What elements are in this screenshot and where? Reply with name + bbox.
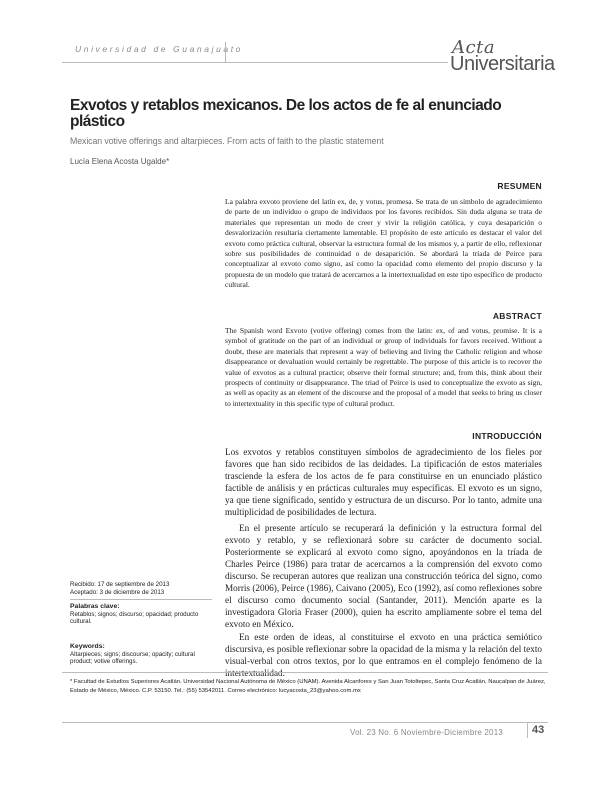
keywords-es-list: Retablos; signos; discurso; opacidad; producto cultural. [70, 610, 199, 626]
resumen-heading: RESUMEN [497, 181, 542, 191]
keywords-es [70, 603, 212, 626]
keywords-es-label: Palabras clave: [70, 603, 120, 610]
header-divider [225, 42, 226, 62]
page-number: 43 [532, 724, 545, 736]
footer-journal-issue: Vol. 23 No. 6 Noviembre-Diciembre 2013 [350, 728, 504, 737]
intro-paragraph-3-text: En este orden de ideas, al constituirse el exvoto en una práctica semiótico discursiva, es posible reflexionar sobre la opacidad de la misma y la relación del texto visual-verbal con otros textos, por lo que entramos en el complejo fenómeno de la intertextualidad. [225, 632, 542, 678]
footer-rule [62, 722, 548, 723]
footnote-rule [62, 672, 548, 673]
header-university: Universidad de Guanajuato [75, 44, 244, 54]
intro-paragraph-1-text: Los exvotos y retablos constituyen símbolos de agradecimiento de los fieles por favores que han sido recibidos de las deidades. La tipificación de estos materiales trasciende la esfera de los actos de fe para constituirse en un enunciado plástico factible de análisis y en prácticas culturales muy específicas. El exvoto es un signo, ya que tiene significado, sentido y estructura de un discurso. Por lo tanto, admite una multiplicidad de posibilidades de lectura. [225, 447, 542, 517]
abstract-heading: ABSTRACT [492, 311, 542, 321]
header-rule [62, 62, 448, 63]
abstract-text: The Spanish word Exvoto (votive offering) comes from the latin: ex, of and votus, promise. It is a symbol of gratitude on the part of an individual or group of individuals for favors received. Without a doubt, these are materials that represent a way of believing and living the Catholic religion and whose disappearance or devaluation would certainly be regrettable. The purpose of this article is to recover the value of exvotos as a cultural practice; observe their formal structure; and, from this, think about their prospects of continuity or disappearance. The triad of Peirce is used to conceptualize the exvoto as sign, as well as opacity as an element of the discourse and the proposal of a model that seeks to bring us closer to intertextuality in this specific type of cultural product. [225, 326, 542, 408]
footer-divider [527, 722, 528, 738]
accepted-date: Aceptado: 3 de diciembre de 2013 [70, 588, 165, 596]
keywords-en-label: Keywords: [70, 643, 105, 650]
received-date: Recibido: 17 de septiembre de 2013 [70, 581, 170, 588]
article-title: Exvotos y retablos mexicanos. De los actos de fe al enunciado plástico [70, 97, 502, 130]
author-footnote: * Facultad de Estudios Superiores Acatlán. Universidad Nacional Autónoma de México (UNAM). Avenida Alcanfores y San Juan Totoltepec, Santa Cruz Acatlán, Naucalpan de Juárez, Estado de México, México. C.P. 53150. Tel.: (55) 53542011. Correo electrónico: lucyacosta_23@yahoo.com.mx [70, 679, 546, 694]
keywords-en [70, 643, 212, 666]
resumen-text: La palabra exvoto proviene del latín ex, de, y votus, promesa. Se trata de un símbolo de agradecimiento de parte de un individuo o grupo de individuos por los favores recibidos. Sin duda alguna se trata de materiales que representan un modo de creer y vivir la religión católica, y cuya desaparición o desvalorización resultaría ciertamente lamentable. El propósito de este artículo es destacar el valor del exvoto como práctica cultural, observar la estructura formal de los mismos y, a partir de ello, reflexionar sobre sus posibilidades de continuidad o de desaparición. Se abordará la tríada de Peirce para conceptualizar al exvoto como signo, así como la opacidad como elemento del propio discurso y la propuesta de un modelo que tratará de acercarnos a la intertextualidad en este tipo específico de producto cultural. [225, 197, 542, 290]
sidebar-rule [70, 599, 212, 600]
intro-paragraph-2 [225, 522, 542, 630]
introduction-heading: INTRODUCCIÓN [472, 431, 542, 441]
article-subtitle: Mexican votive offerings and altarpieces. From acts of faith to the plastic statement [70, 136, 384, 146]
journal-logo-acta: Acta [452, 37, 496, 58]
keywords-en-list: Altarpieces; signs; discourse; opacity; cultural product; votive offerings. [70, 650, 195, 666]
journal-logo-universitaria: Universitaria [450, 53, 555, 75]
article-author: Lucía Elena Acosta Ugalde* [70, 157, 170, 166]
dates-block [70, 581, 212, 596]
intro-paragraph-2-text: En el presente artículo se recuperará la definición y la estructura formal del exvoto y retablo, y se reflexionará sobre su carácter de documento social. Posteriormente se explicará al exvoto como signo, apoyándonos en la tríada de Charles Peirce (1986) para tratar de acercarnos a la comprensión del exvoto como discurso. Se recuperan autores que realizan una construcción teórica del signo, como Morris (2006), Peirce (1986), Caivano (2005), Eco (1992), así como reflexiones sobre el discurso como documento social (Santander, 2011). Mención aparte es la investigadora Gloria Fraser (2000), quien ha escrito ampliamente sobre el tema del exvoto en México. [225, 523, 542, 629]
intro-paragraph-1 [225, 446, 542, 518]
